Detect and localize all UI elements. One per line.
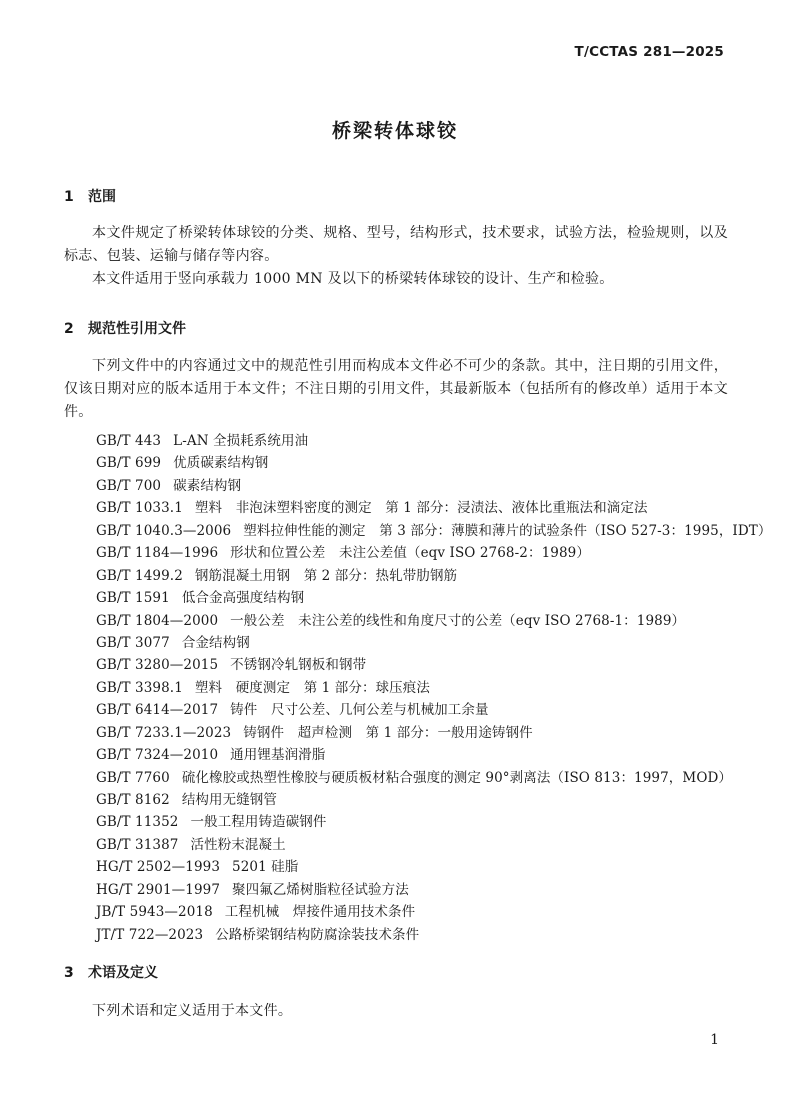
reference-title: 聚四氟乙烯树脂粒径试验方法 (232, 881, 409, 898)
paragraph: 下列文件中的内容通过文中的规范性引用而构成本文件必不可少的条款。其中，注日期的引用文件，仅该日期对应的版本适用于本文件；不注日期的引用文件，其最新版本（包括所有的修改单）适用于本文件。 (64, 358, 728, 420)
reference-title: 塑料 非泡沫塑料密度的测定 第 1 部分：浸渍法、液体比重瓶法和滴定法 (194, 500, 648, 517)
reference-code: GB/T 1591 (96, 590, 170, 607)
standard-code: T/CCTAS 281—2025 (574, 44, 724, 60)
reference-item (96, 497, 736, 519)
reference-title: 塑料 硬度测定 第 1 部分：球压痕法 (194, 679, 430, 696)
reference-item (96, 856, 736, 878)
reference-item (96, 879, 736, 901)
reference-title: 铸钢件 超声检测 第 1 部分：一般用途铸钢件 (243, 724, 533, 741)
reference-code: JB/T 5943—2018 (96, 904, 213, 921)
reference-code: GB/T 443 (96, 433, 162, 449)
reference-title: 铸件 尺寸公差、几何公差与机械加工余量 (230, 702, 489, 719)
reference-title: 5201 硅脂 (232, 859, 299, 876)
reference-title: 通用锂基润滑脂 (230, 747, 326, 764)
reference-title: 不锈钢冷轧钢板和钢带 (230, 657, 367, 674)
reference-item (96, 789, 736, 811)
section-number: 1 (64, 189, 74, 205)
reference-code: GB/T 1184—1996 (96, 545, 219, 562)
paragraph: 下列术语和定义适用于本文件。 (92, 1003, 293, 1019)
section-title: 范围 (88, 189, 116, 205)
reference-code: GB/T 7324—2010 (96, 747, 219, 764)
reference-list (96, 430, 772, 946)
reference-item (96, 542, 736, 564)
section-number: 3 (64, 965, 74, 981)
reference-code: GB/T 6414—2017 (96, 702, 219, 719)
reference-item (96, 834, 736, 856)
reference-code: GB/T 699 (96, 455, 162, 472)
reference-code: GB/T 700 (96, 477, 162, 494)
reference-item (96, 565, 736, 587)
document-title: 桥梁转体球铰 (331, 120, 458, 142)
page-number: 1 (710, 1032, 719, 1048)
reference-code: GB/T 3077 (96, 634, 170, 651)
reference-title: 结构用无缝钢管 (181, 792, 278, 808)
reference-item (96, 475, 736, 497)
reference-title: 塑料拉伸性能的测定 第 3 部分：薄膜和薄片的试验条件（ISO 527-3：1995，IDT） (243, 522, 772, 539)
reference-item (96, 767, 736, 789)
reference-title: 工程机械 焊接件通用技术条件 (224, 904, 416, 921)
reference-item (96, 430, 736, 452)
reference-item (96, 610, 736, 632)
reference-item (96, 901, 736, 923)
reference-title: L-AN 全损耗系统用油 (173, 433, 309, 449)
reference-code: GB/T 3398.1 (96, 679, 183, 696)
reference-item (96, 677, 736, 699)
reference-item (96, 699, 736, 721)
reference-item (96, 452, 736, 474)
reference-title: 公路桥梁钢结构防腐涂装技术条件 (215, 926, 420, 943)
reference-item (96, 632, 736, 654)
reference-title: 活性粉末混凝土 (190, 836, 286, 853)
reference-item (96, 520, 772, 542)
reference-item (96, 924, 736, 946)
reference-title: 低合金高强度结构钢 (181, 590, 305, 607)
reference-code: HG/T 2502—1993 (96, 859, 221, 876)
reference-code: GB/T 3280—2015 (96, 657, 219, 674)
reference-code: GB/T 8162 (96, 792, 170, 808)
reference-item (96, 654, 736, 676)
reference-title: 一般工程用铸造碳钢件 (190, 814, 327, 831)
reference-title: 碳素结构钢 (173, 477, 242, 494)
reference-code: GB/T 31387 (96, 836, 179, 853)
section-title: 术语及定义 (88, 965, 158, 981)
section-heading-terms-definitions (64, 962, 158, 982)
reference-item (96, 811, 736, 833)
reference-code: JT/T 722—2023 (96, 926, 204, 943)
reference-item (96, 722, 736, 744)
section-title: 规范性引用文件 (88, 321, 186, 337)
reference-title: 合金结构钢 (181, 634, 250, 651)
reference-title: 形状和位置公差 未注公差值（eqv ISO 2768-2：1989） (230, 545, 590, 562)
reference-title: 钢筋混凝土用钢 第 2 部分：热轧带肋钢筋 (194, 567, 458, 584)
paragraph: 本文件规定了桥梁转体球铰的分类、规格、型号，结构形式，技术要求，试验方法，检验规则，以及标志、包装、运输与储存等内容。 (64, 225, 728, 264)
reference-title: 一般公差 未注公差的线性和角度尺寸的公差（eqv ISO 2768-1：1989） (230, 612, 686, 629)
reference-item (96, 744, 736, 766)
paragraph: 本文件适用于竖向承载力 1000 MN 及以下的桥梁转体球铰的设计、生产和检验。 (92, 271, 614, 287)
section-heading-normative-references (64, 318, 186, 338)
reference-item (96, 587, 736, 609)
section-number: 2 (64, 321, 74, 337)
reference-code: HG/T 2901—1997 (96, 881, 221, 898)
reference-code: GB/T 1804—2000 (96, 612, 219, 629)
reference-code: GB/T 1499.2 (96, 567, 183, 584)
reference-title: 硫化橡胶或热塑性橡胶与硬质板材粘合强度的测定 90°剥离法（ISO 813：1997，MOD） (181, 769, 733, 786)
reference-code: GB/T 11352 (96, 814, 179, 831)
reference-code: GB/T 1033.1 (96, 500, 183, 517)
reference-code: GB/T 1040.3—2006 (96, 522, 232, 539)
reference-title: 优质碳素结构钢 (173, 455, 269, 472)
reference-code: GB/T 7760 (96, 769, 170, 786)
section-heading-scope (64, 186, 116, 206)
reference-code: GB/T 7233.1—2023 (96, 724, 232, 741)
